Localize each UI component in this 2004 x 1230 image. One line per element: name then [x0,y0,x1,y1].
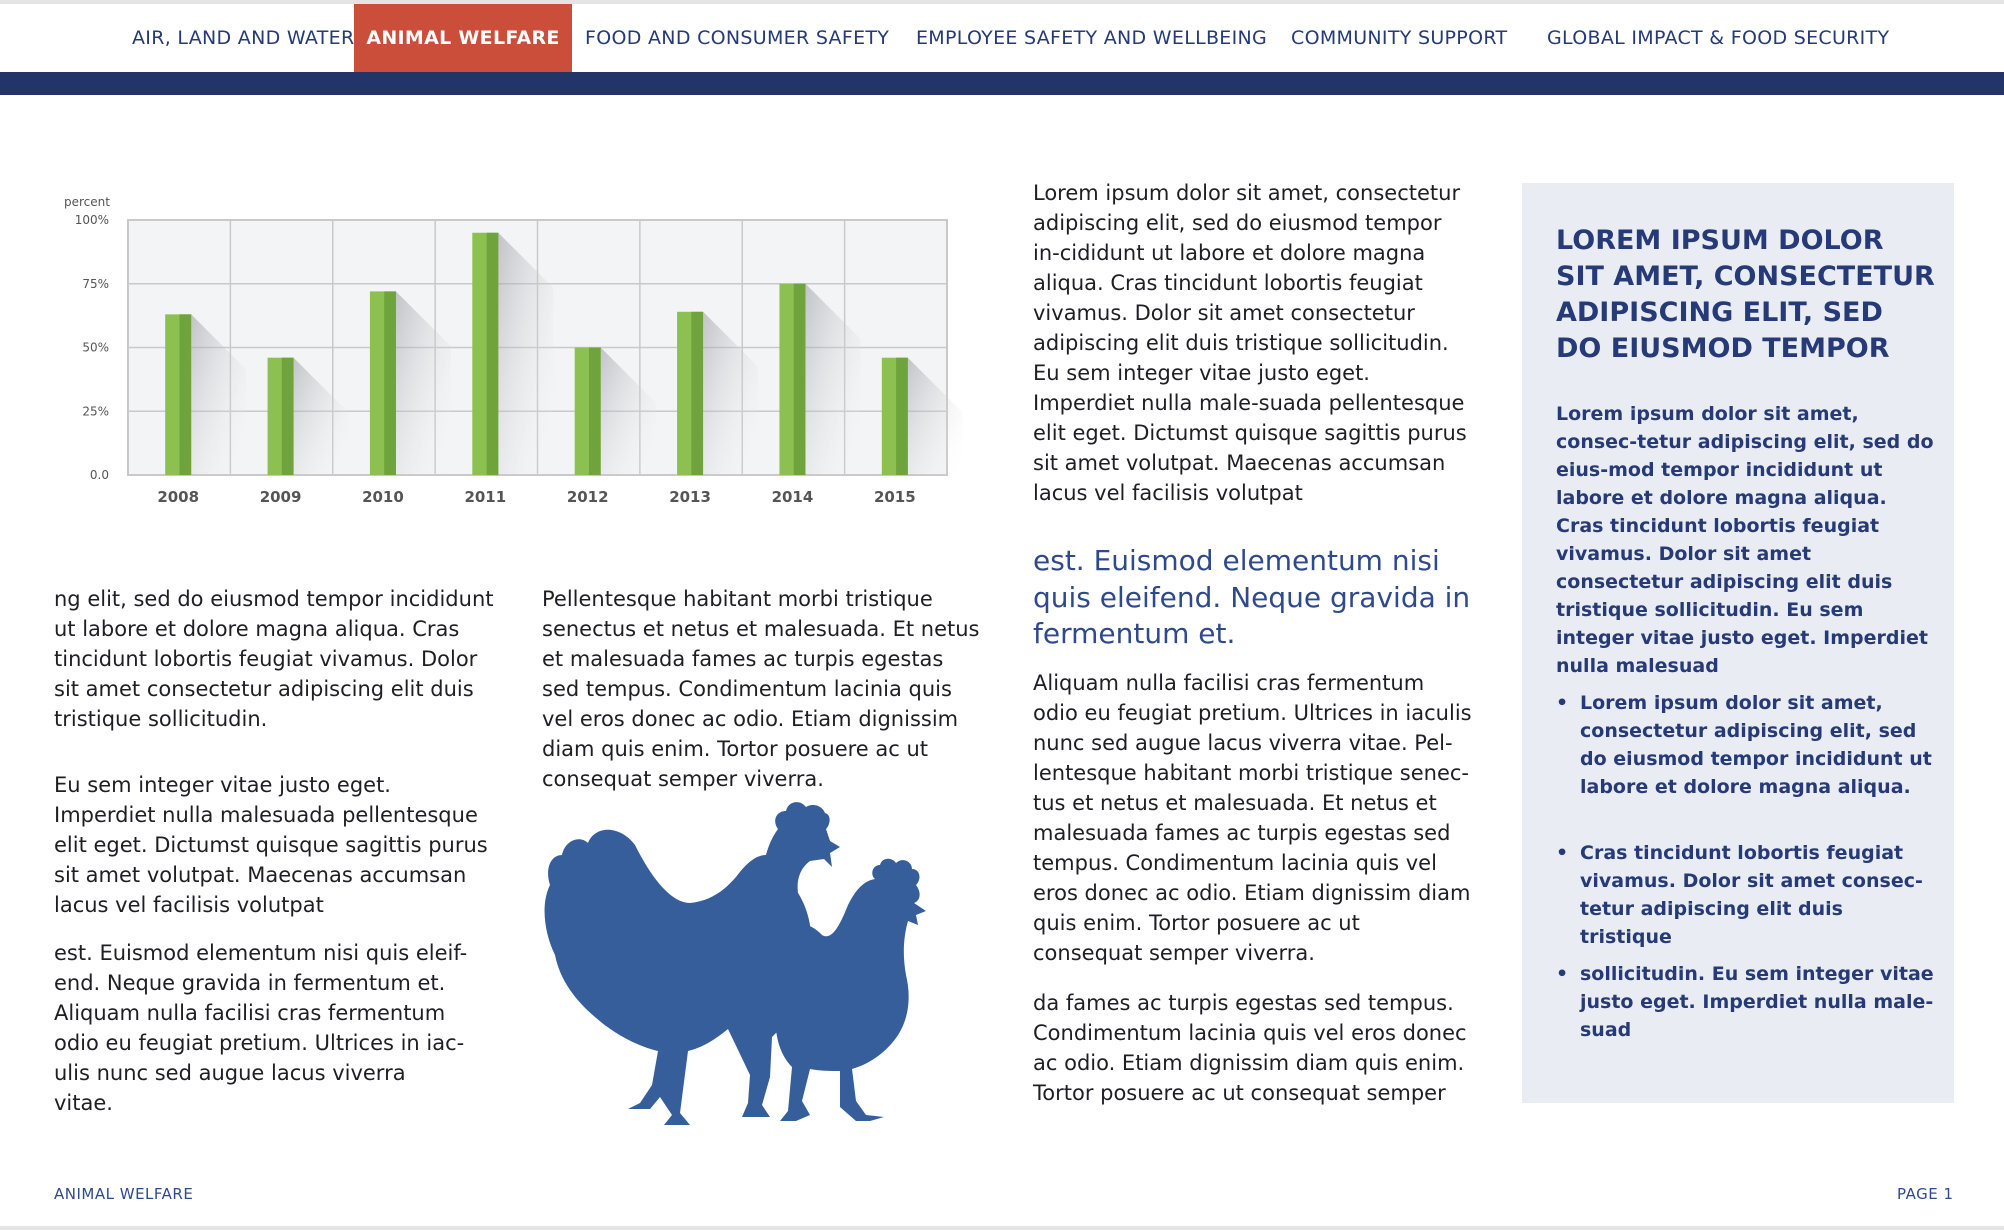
col3-paragraph-3: da fames ac turpis egestas sed tempus. Condimentum lacinia quis vel eros donec ac odio. Etiam dignissim diam quis enim. Tortor posuere ac ut consequat semper [1033,991,1467,1105]
sidebar-bullet-item [1556,689,1936,801]
sidebar-callout [1522,183,1954,1103]
chart-y-tick-label: 25% [82,404,109,419]
chart-x-tick-label: 2015 [873,488,916,506]
chart-x-tick-label: 2011 [464,488,507,506]
col1-paragraph-2: Eu sem integer vitae justo eget. Imperdiet nulla malesuada pellentesque elit eget. Dictumst quisque sagittis purus sit amet volutpat. Maecenas accumsan lacus vel facilisis volutpat [54,773,488,917]
sidebar-bullet-text: sollicitudin. Eu sem integer vitae justo eget. Imperdiet nulla male-suad [1580,963,1934,1041]
bullet-dot-icon: • [1556,692,1569,714]
bullet-dot-icon: • [1556,963,1569,985]
page-frame-bottom [0,1226,2004,1230]
chart-y-tick-label: 0.0 [89,468,109,482]
chart-x-tick-label: 2013 [669,488,711,506]
chart-x-tick-label: 2009 [259,488,302,506]
chart-x-tick-label: 2008 [157,488,200,506]
chart-y-axis-label: percent [64,195,110,209]
bar-chart [55,185,975,525]
chart-y-tick-label: 100% [74,213,109,227]
footer-section-label: ANIMAL WELFARE [54,1185,194,1203]
sidebar-title: LOREM IPSUM DOLOR SIT AMET, CONSECTETUR ADIPISCING ELIT, SED DO EIUSMOD TEMPOR [1556,225,1935,364]
col3-paragraph-2: Aliquam nulla facilisi cras fermentum odio eu feugiat pretium. Ultrices in iaculis nunc sed augue lacus viverra vitae. Pel-lentesque habitant morbi tristique senec-tus et netus et malesuada. Et netus et malesuada fames ac turpis egestas sed tempus. Condimentum lacinia quis vel eros donec ac odio. Etiam dignissim diam quis enim. Tortor posuere ac ut consequat semper viverra. [1033,671,1472,965]
chart-y-tick-label: 50% [82,340,109,355]
chart-bar-shade [487,233,499,475]
chart-bar-shade [794,284,806,475]
chart-bar-shade [896,358,908,475]
chart-bar-shade [179,314,191,475]
chart-bar-shade [691,312,703,475]
sidebar-paragraph: Lorem ipsum dolor sit amet, consec-tetur adipiscing elit, sed do eius-mod tempor incididunt ut labore et dolore magna aliqua. Cras tincidunt lobortis feugiat vivamus. Dolor sit amet consectetur adipiscing elit duis tristique sollicitudin. Eu sem integer vitae justo eget. Imperdiet nulla malesuad [1556,403,1934,677]
bullet-dot-icon: • [1556,842,1569,864]
chart-x-tick-label: 2010 [362,488,404,506]
footer-page-number: PAGE 1 [1897,1185,1954,1203]
chart-x-tick-labels [157,488,915,506]
chart-bar-shade [384,291,396,475]
chart-x-tick-label: 2014 [771,488,814,506]
top-nav [0,4,2004,72]
sidebar-bullet-item [1556,960,1936,1044]
col3-subheading: est. Euismod elementum nisi quis eleifend. Neque gravida in fermentum et. [1033,544,1471,650]
nav-underline-bar [0,72,2004,95]
nav-tab-food-consumer-safety[interactable]: FOOD AND CONSUMER SAFETY [585,27,890,49]
nav-tab-community-support[interactable]: COMMUNITY SUPPORT [1291,27,1508,49]
col1-paragraph-3: est. Euismod elementum nisi quis eleif-end. Neque gravida in fermentum et. Aliquam nulla facilisi cras fermentum odio eu feugiat pretium. Ultrices in iac-ulis nunc sed augue lacus viverra vitae. [54,941,468,1115]
nav-tab-animal-welfare[interactable]: ANIMAL WELFARE [354,4,572,72]
chart-bar-shade [282,358,294,475]
chart-x-tick-label: 2012 [566,488,609,506]
nav-tab-employee-safety[interactable]: EMPLOYEE SAFETY AND WELLBEING [916,27,1268,49]
nav-tab-air-land-water[interactable]: AIR, LAND AND WATER [132,27,355,49]
col1-paragraph-1: ng elit, sed do eiusmod tempor incididunt ut labore et dolore magna aliqua. Cras tincidunt lobortis feugiat vivamus. Dolor sit amet consectetur adipiscing elit duis tristique sollicitudin. [54,587,494,731]
chicken-silhouettes-image [540,785,1000,1145]
chart-y-tick-label: 75% [82,276,109,291]
sidebar-bullet-text: Lorem ipsum dolor sit amet, consectetur adipiscing elit, sed do eiusmod tempor incididunt ut labore et dolore magna aliqua. [1580,692,1932,798]
sidebar-bullet-item [1556,839,1936,951]
col2-paragraph-1: Pellentesque habitant morbi tristique senectus et netus et malesuada. Et netus et malesuada fames ac turpis egestas sed tempus. Condimentum lacinia quis vel eros donec ac odio. Etiam dignissim diam quis enim. Tortor posuere ac ut consequat semper viverra. [542,587,980,791]
nav-tab-global-impact[interactable]: GLOBAL IMPACT & FOOD SECURITY [1547,27,1890,49]
col3-paragraph-1: Lorem ipsum dolor sit amet, consectetur adipiscing elit, sed do eiusmod tempor in-cididunt ut labore et dolore magna aliqua. Cras tincidunt lobortis feugiat vivamus. Dolor sit amet consectetur adipiscing elit duis tristique sollicitudin. Eu sem integer vitae justo eget. Imperdiet nulla male-suada pellentesque elit eget. Dictumst quisque sagittis purus sit amet volutpat. Maecenas accumsan lacus vel facilisis volutpat [1033,181,1467,505]
chart-bar-shade [589,348,601,476]
chart-y-tick-labels [75,213,109,482]
sidebar-bullet-text: Cras tincidunt lobortis feugiat vivamus. Dolor sit amet consec-tetur adipiscing elit duis tristique [1580,842,1923,948]
